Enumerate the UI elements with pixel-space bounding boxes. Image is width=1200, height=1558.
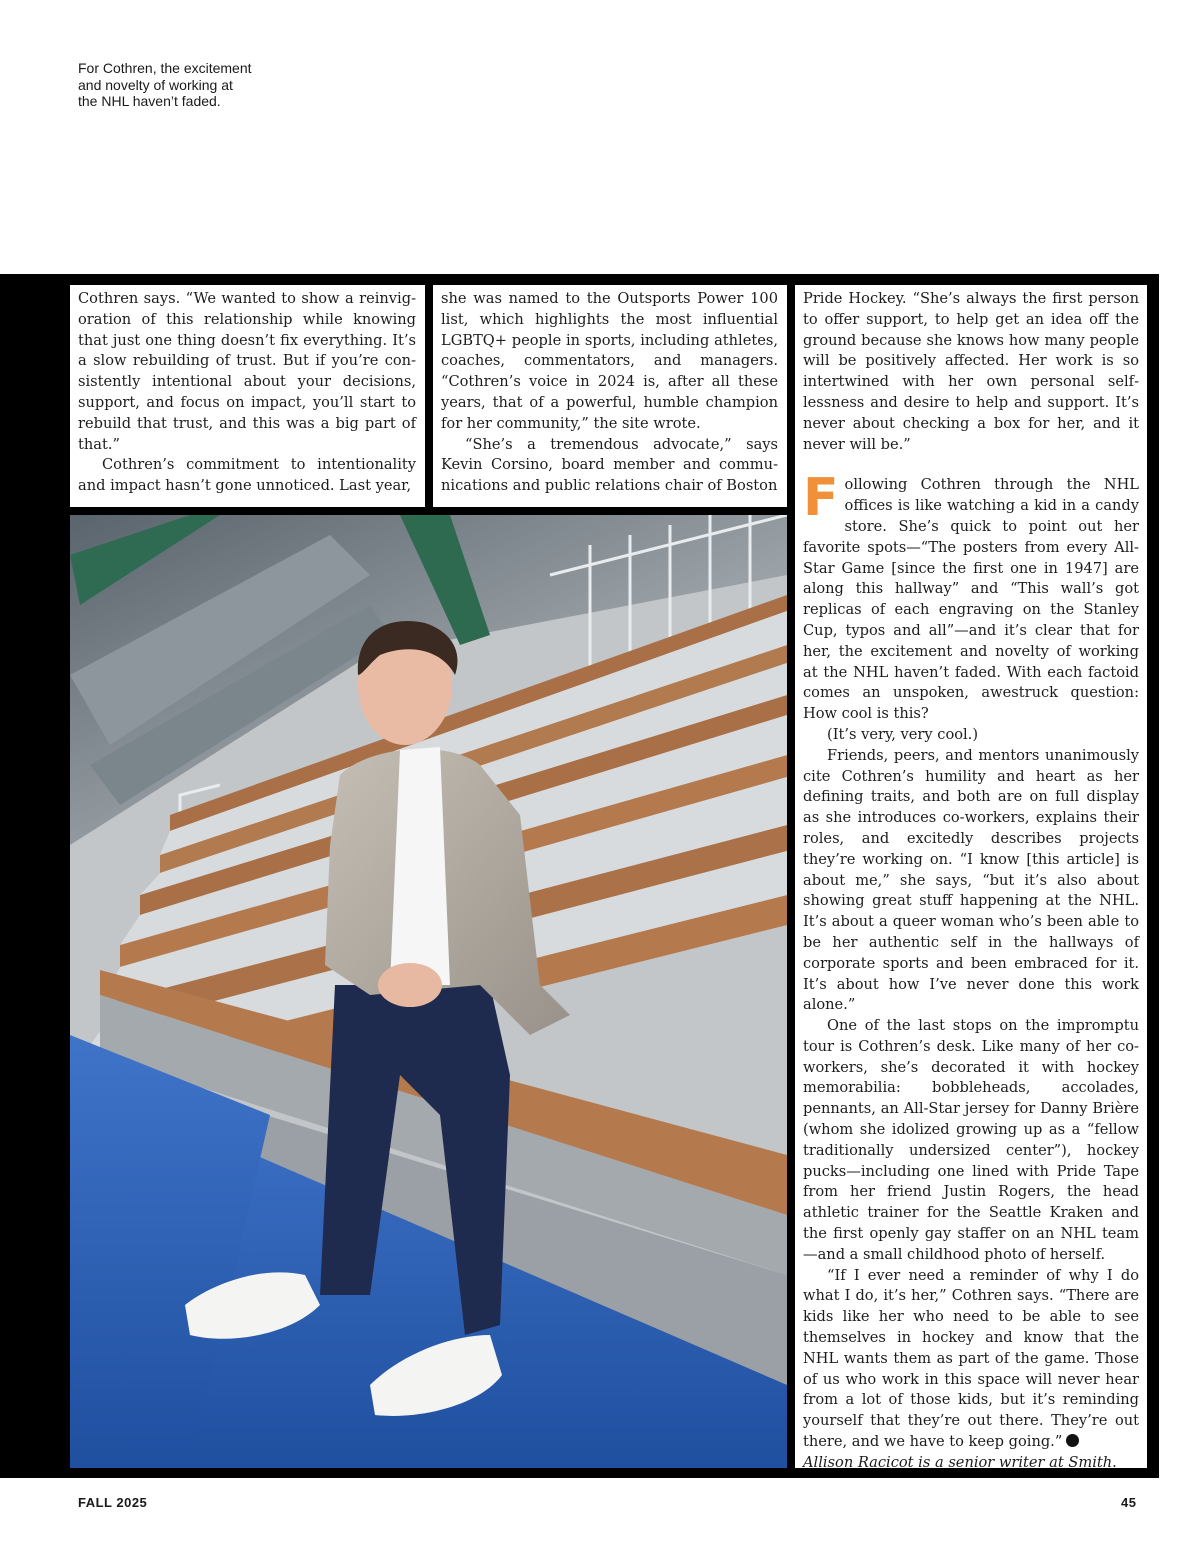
photo-caption: For Cothren, the excitement and novelty of working at the NHL haven’t faded. xyxy=(78,60,252,109)
page-number: 45 xyxy=(1121,1495,1137,1510)
paragraph: “If I ever need a reminder of why I do what I do, it’s her,” Cothren says. “There are kids like her who need to be able to see themselves in hockey and know that the NHL wants them as part of the game. Those of us who work in this space will never hear from a lot of those kids, but it’s reminding yourself that they’re out there. They’re out there, and we have to keep going.” xyxy=(803,1266,1139,1451)
text-column-3 xyxy=(795,285,1147,1471)
paragraph: (It’s very, very cool.) xyxy=(827,725,979,743)
issue-label: FALL 2025 xyxy=(78,1495,148,1510)
section-opening-paragraph: Following Cothren through the NHL offices is like watching a kid in a candy store. She’s quick to point out her favorite spots—“The posters from every All-Star Game [since the first one in 1947] are along this hallway” and “This wall’s got replicas of each engraving on the Stanley Cup, typos and all”—and it’s clear that for her, the excitement and novelty of working at the NHL haven’t faded. With each factoid comes an unspoken, awestruck question: How cool is this? xyxy=(803,468,1139,723)
text-column-1 xyxy=(70,285,425,507)
paragraph: “She’s a tremendous advocate,” says Kevin Corsino, board member and communications and public relations chair of Boston xyxy=(441,435,778,495)
paragraph: Cothren’s commitment to intentionality and impact hasn’t gone unnoticed. Last year, xyxy=(78,456,416,495)
paragraph: Pride Hockey. “She’s always the first person to offer support, to help get an idea off the ground because she knows how many people will be positively affected. Her work is so intertwined with her own personal selflessness and desire to help and support. It’s never about checking a box for her, and it never will be.” xyxy=(803,290,1139,453)
paragraph: Friends, peers, and mentors unanimously cite Cothren’s humility and heart as her defining traits, and both are on full display as she introduces co-workers, explains their roles, and excitedly describes projects they’re working on. “I know [this article] is about me,” she says, “but it’s also about showing great stuff happening at the NHL. It’s about a queer woman who’s been able to be her authentic self in the hallways of corporate sports and been embraced for it. It’s about how I’ve never done this work alone.” xyxy=(803,746,1139,1014)
portrait-photo xyxy=(70,515,787,1468)
author-bio: Allison Racicot is a senior writer at Smith. xyxy=(803,1453,1117,1471)
text-column-2 xyxy=(433,285,787,507)
end-mark-icon xyxy=(1066,1434,1079,1447)
paragraph: she was named to the Outsports Power 100 list, which highlights the most influential LGBTQ+ people in sports, including athletes, coaches, commentators, and managers. “Cothren’s voice in 2024 is, after all these years, that of a powerful, humble champion for her community,” the site wrote. xyxy=(441,290,778,432)
paragraph: One of the last stops on the impromptu tour is Cothren’s desk. Like many of her co-workers, she’s decorated it with hockey memorabilia: bobbleheads, accolades, pennants, an All-Star jersey for Danny Brière (whom she idolized growing up as a “fellow traditionally undersized center”), hockey pucks—including one lined with Pride Tape from her friend Justin Rogers, the head athletic trainer for the Seattle Kraken and the first openly gay staffer on an NHL team—and a small childhood photo of herself. xyxy=(803,1017,1139,1263)
paragraph: Cothren says. “We wanted to show a reinvigoration of this relationship while knowing that just one thing doesn’t fix everything. It’s a slow rebuilding of trust. But if you’re consistently intentional about your decisions, support, and focus on impact, you’ll start to rebuild that trust, and this was a big part of that.” xyxy=(78,290,416,453)
drop-cap: F xyxy=(803,468,839,529)
